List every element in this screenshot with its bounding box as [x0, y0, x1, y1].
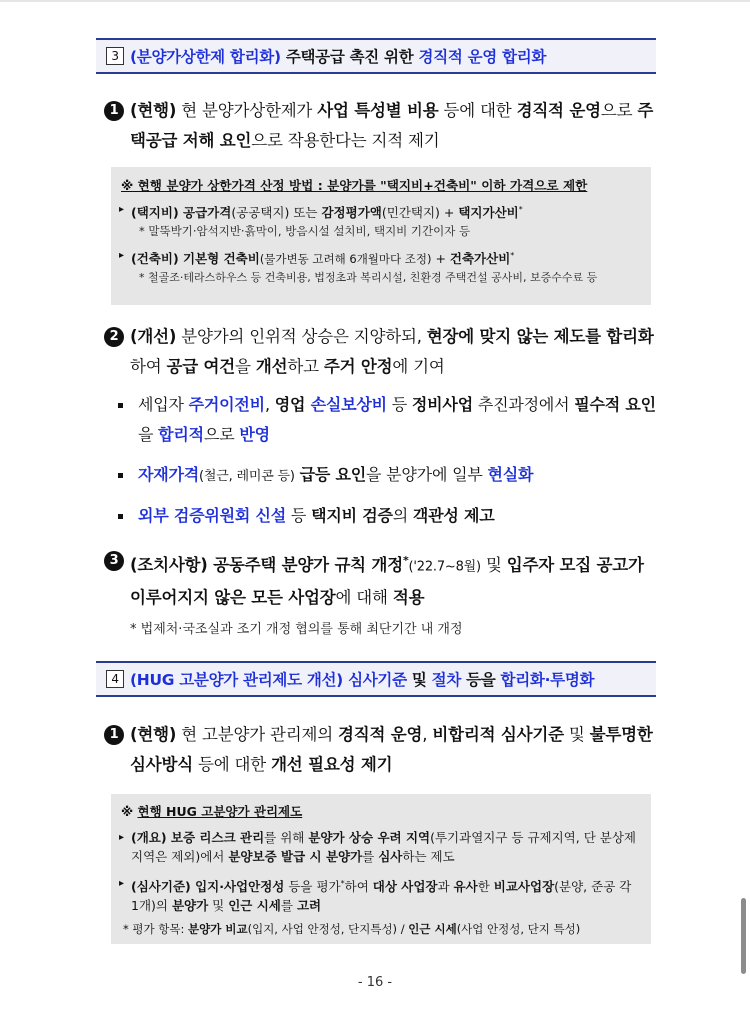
sub-item-verification	[118, 501, 658, 531]
box-row-sub: * 말뚝박기·암석지반·흙막이, 방음시설 설치비, 택지비 기간이자 등	[139, 224, 471, 239]
box-row-sub: * 철골조·테라스하우스 등 건축비용, 법정초과 복리시설, 친환경 주택건설 공사비, 보증수수료 등	[139, 271, 598, 285]
text: (사업 안정성, 단지 특성)	[456, 922, 581, 937]
text: (공공택지)	[231, 205, 290, 221]
section-4-item-1	[104, 720, 664, 780]
text: (분양, 준공 각 1개)	[131, 879, 632, 914]
sub-item-material-cost	[118, 460, 658, 492]
section-number: 3	[106, 47, 124, 65]
text: 영업	[274, 395, 311, 414]
text: 현실화	[487, 465, 534, 484]
text: 공급가격	[178, 205, 232, 221]
footnote-mark: *	[518, 205, 523, 214]
text: 등에 대한	[438, 101, 517, 120]
item-3-footnote: * 법제처·국조실과 조기 개정 협의를 통해 최단기간 내 개정	[130, 622, 463, 637]
text: 하고	[287, 357, 324, 376]
scrollbar-thumb[interactable]	[741, 898, 746, 974]
text: 인근 시세	[408, 922, 457, 937]
text: 대상 사업장	[372, 879, 438, 895]
text: 합리적	[158, 425, 204, 444]
text: 택지가산비	[458, 205, 519, 221]
text: 정비사업	[411, 395, 473, 414]
text: (택지비)	[131, 205, 179, 221]
box-row-criteria	[117, 874, 641, 915]
box-title-row	[121, 802, 641, 820]
text: ('22.7~8월)	[408, 559, 481, 575]
text: 분양가 비교	[188, 922, 248, 937]
text: 및	[563, 725, 590, 744]
text: 절차	[431, 671, 461, 689]
section-3-header	[96, 38, 656, 74]
text: 적용	[392, 587, 425, 607]
triangle-icon: ▸	[119, 832, 125, 843]
text: 및	[480, 555, 507, 575]
text: 분양가의 인위적 상승은 지양하되,	[176, 327, 427, 346]
section-3-item-3	[104, 546, 664, 613]
text: 사업 특성별 비용	[317, 101, 439, 120]
text: 객관성 제고	[412, 506, 495, 525]
text: 비교사업장	[493, 879, 555, 895]
text: 기본형 건축비	[178, 251, 260, 267]
text: 등을	[461, 671, 501, 689]
text: 손실보상비	[310, 395, 387, 414]
text: 및	[406, 671, 432, 689]
text: 과	[437, 879, 454, 895]
text: 분양보증 발급 시 분양가	[228, 849, 363, 864]
text: 개선	[255, 357, 288, 376]
sub-item-relocation	[118, 390, 658, 450]
text: 에 대해	[335, 587, 393, 607]
section-title-mid: 주택공급 촉진 위한	[280, 48, 419, 66]
text: +	[431, 251, 450, 267]
reference-mark: ※	[121, 804, 134, 819]
text: 반영	[239, 425, 270, 444]
text: 하여	[344, 879, 373, 895]
top-divider	[0, 0, 750, 2]
bullet-number: 2	[104, 327, 124, 347]
text: 합리화·투명화	[500, 671, 595, 689]
triangle-icon: ▸	[119, 878, 125, 889]
text: ,	[422, 725, 433, 744]
text: 택지비 검증	[311, 506, 393, 525]
text: 추진과정에서	[472, 395, 575, 414]
text: (물가변동 고려해 6개월마다 조정)	[259, 252, 432, 267]
text: 를 위해	[264, 830, 309, 845]
box-row-land-cost	[117, 200, 641, 222]
text: 분양가 상승 우려 지역	[308, 830, 431, 845]
square-bullet	[118, 403, 123, 408]
text: 공동주택 분양가 규칙 개정	[207, 555, 403, 575]
text: (입지, 사업 안정성, 단지특성) /	[247, 922, 409, 937]
text: 세입자	[138, 395, 189, 414]
text: 에 기여	[392, 357, 445, 376]
text: (심사기준)	[131, 879, 191, 895]
text: 비합리적 심사기준	[432, 725, 564, 744]
text: 급등 요인	[299, 465, 367, 484]
text: 심사기준	[342, 671, 407, 689]
item-label: (조치사항)	[130, 555, 208, 575]
text: 분양가	[171, 898, 209, 914]
text: 입지·사업안정성	[190, 879, 285, 895]
text: (개요)	[131, 830, 167, 845]
text: 에서	[200, 849, 229, 864]
box-note	[117, 921, 641, 937]
text: 경직적 운영	[516, 101, 601, 120]
text: (민간택지)	[381, 205, 440, 221]
text: 보증 리스크 관리	[166, 830, 265, 845]
bullet-number: 1	[104, 725, 124, 745]
text: 고려	[296, 898, 322, 914]
triangle-icon: ▸	[119, 250, 125, 262]
text: 불투명한 심사방식	[130, 725, 653, 774]
text: 을	[138, 425, 159, 444]
text: (철근, 레미콘 등)	[199, 469, 295, 484]
text: 의	[155, 898, 172, 914]
text: 입주자 모집 공고가 이루어지지 않은 모든 사업장	[130, 555, 644, 607]
text: 및	[208, 898, 229, 914]
text: 현 분양가상한제가	[176, 101, 318, 120]
text: 주거 안정	[323, 357, 393, 376]
text: 을 분양가에 일부	[366, 465, 488, 484]
hug-system-box	[111, 794, 651, 944]
text: +	[439, 205, 459, 221]
text: 필수적 요인	[574, 395, 656, 414]
box-title: ※ 현행 분양가 상한가격 산정 방법 : 분양가를 "택지비+건축비" 이하 가격으로 제한	[121, 178, 588, 193]
text: 등을 평가	[284, 879, 341, 895]
section-number: 4	[106, 670, 124, 688]
section-title-paren: (분양가상한제 합리화)	[130, 48, 281, 66]
text: * 평가 항목:	[123, 922, 189, 937]
text: 현장에 맞지 않는 제도를 합리화	[426, 327, 654, 346]
text: (건축비)	[131, 251, 179, 267]
box-row-build-cost	[117, 246, 641, 269]
box-title: 현행 HUG 고분양가 관리제도	[137, 804, 303, 819]
text: 주택공급 저해 요인	[130, 101, 654, 150]
section-title-end: 경직적 운영 합리화	[418, 48, 547, 66]
text: 또는	[289, 205, 322, 221]
text: 현 고분양가 관리제의	[176, 725, 339, 744]
triangle-icon: ▸	[119, 204, 125, 215]
square-bullet	[118, 473, 123, 478]
text: 유사	[453, 879, 478, 895]
section-title-paren: (HUG 고분양가 관리제도 개선)	[130, 671, 343, 689]
section-3-item-2	[104, 322, 664, 382]
section-3-item-1	[104, 96, 664, 156]
text: 자재가격	[138, 465, 200, 484]
text: (투기과열지구 등 규제지역, 단 분상제 지역은 제외)	[131, 830, 636, 864]
item-label: (개선)	[130, 327, 177, 346]
text: 건축가산비	[449, 251, 511, 267]
page-number: - 16 -	[357, 975, 393, 990]
calculation-method-box	[111, 167, 651, 305]
item-label: (현행)	[130, 101, 177, 120]
footnote-mark: *	[510, 251, 515, 261]
box-row-overview	[117, 828, 641, 866]
text: 하여	[130, 357, 167, 376]
text: 개선 필요성 제기	[271, 755, 393, 774]
bullet-number: 3	[104, 551, 124, 571]
text: 공급 여건	[166, 357, 236, 376]
text: 등	[286, 506, 312, 525]
footnote-mark: *	[402, 554, 409, 567]
text: 의	[392, 506, 413, 525]
section-4-header	[96, 661, 656, 697]
text: 감정평가액	[321, 205, 382, 221]
footnote-mark: *	[340, 879, 345, 888]
text: 인근 시세	[228, 898, 281, 914]
text: 를	[362, 849, 379, 864]
text: 외부 검증위원회 신설	[138, 506, 287, 525]
text: 으로	[600, 101, 638, 120]
text: ,	[264, 395, 275, 414]
text: 심사	[378, 849, 403, 864]
text: 주거이전비	[188, 395, 265, 414]
text: 경직적 운영	[338, 725, 423, 744]
text: 를	[280, 898, 297, 914]
text: 등	[386, 395, 412, 414]
item-label: (현행)	[130, 725, 177, 744]
square-bullet	[118, 514, 123, 519]
text: 한	[477, 879, 494, 895]
text: 을	[235, 357, 256, 376]
text: 등에 대한	[192, 755, 272, 774]
bullet-number: 1	[104, 101, 124, 121]
text: 으로 작용한다는 지적 제기	[251, 131, 440, 150]
text: 하는 제도	[402, 849, 455, 864]
text: 으로	[203, 425, 240, 444]
